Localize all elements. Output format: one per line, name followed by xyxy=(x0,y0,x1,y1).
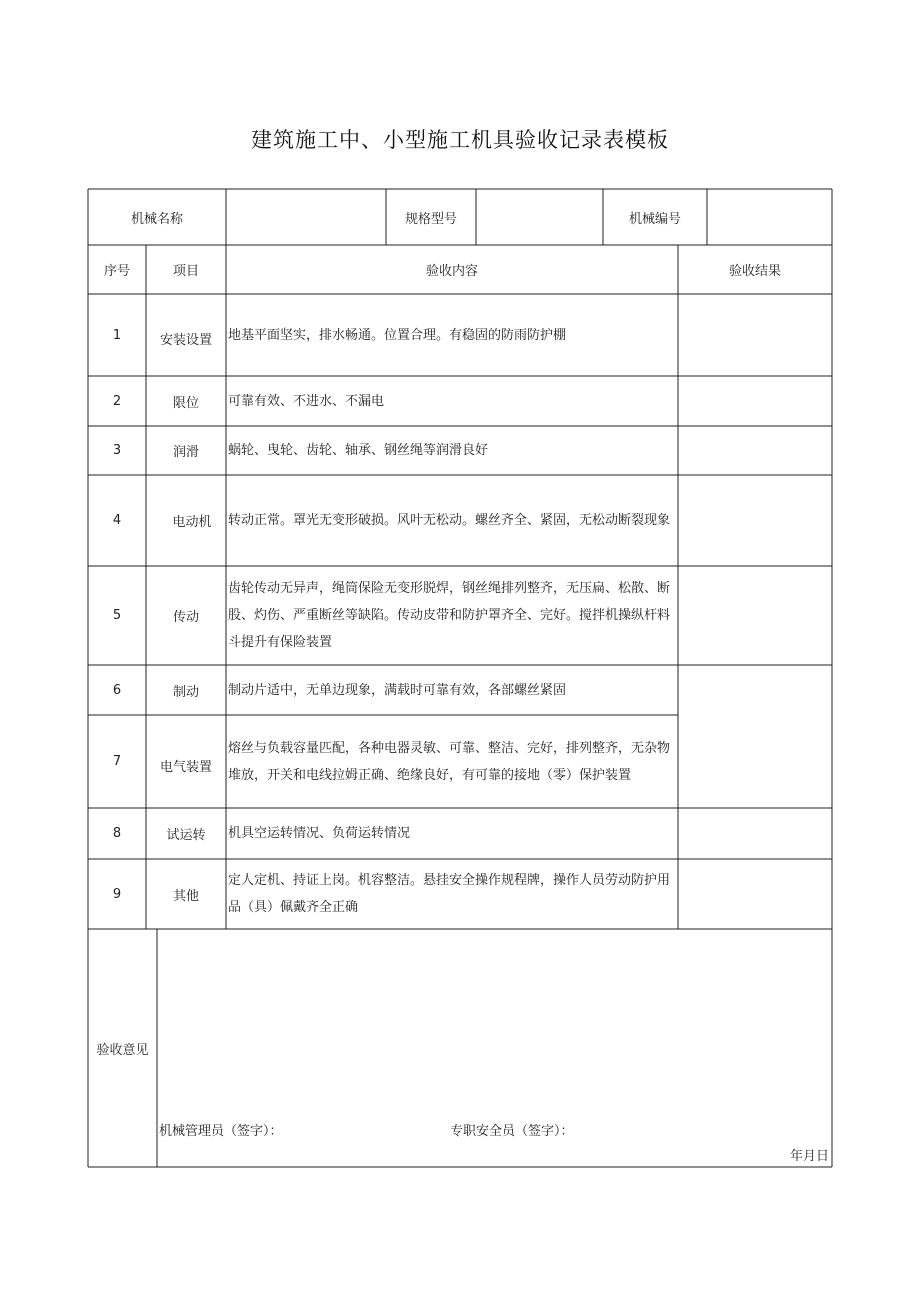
row-4-result[interactable] xyxy=(679,476,831,565)
row-2-result[interactable] xyxy=(679,377,831,425)
row-2-item: 限位 xyxy=(172,395,199,411)
row-9-item: 其他 xyxy=(172,888,199,904)
row-1-no: 1 xyxy=(112,327,122,343)
machine-name-label: 机械名称 xyxy=(130,211,183,227)
row-4-item: 电动机 xyxy=(172,515,212,530)
row-6-no: 6 xyxy=(112,682,122,698)
row-1-content: 地基平面坚实，排水畅通。位置合理。有稳固的防雨防护棚 xyxy=(228,327,567,343)
row-6-item: 制动 xyxy=(172,684,199,700)
opinion-label: 验收意见 xyxy=(96,1042,149,1058)
machine-no-field[interactable] xyxy=(708,190,831,244)
row-4-content: 转动正常。罩光无变形破损。风叶无松动。螺丝齐全、紧固，无松动断裂现象 xyxy=(228,513,671,528)
safety-officer-signature: 专职安全员（签字）： xyxy=(450,1124,574,1139)
row-5-item: 传动 xyxy=(172,610,199,625)
row-2-no: 2 xyxy=(112,393,122,409)
page-title: 建筑施工中、小型施工机具验收记录表模板 xyxy=(251,128,669,152)
row-8-content: 机具空运转情况、负荷运转情况 xyxy=(228,826,411,841)
row-2-content: 可靠有效、不进水、不漏电 xyxy=(228,393,385,409)
row-5-no: 5 xyxy=(112,608,122,623)
col-header-result: 验收结果 xyxy=(728,264,781,279)
machine-no-label: 机械编号 xyxy=(628,211,681,227)
row-9-no: 9 xyxy=(112,886,122,902)
row-7-no: 7 xyxy=(112,754,122,769)
col-header-content: 验收内容 xyxy=(425,264,478,279)
row-9-result[interactable] xyxy=(679,860,831,928)
row-5-content: 齿轮传动无异声，绳筒保险无变形脱焊，钢丝绳排列整齐，无压扁、松散、断股、灼伤、严重断丝等缺陷。传动皮带和防护罩齐全、完好。搅拌机操纵杆料斗提升有保险装置 xyxy=(228,581,671,650)
row-9-content: 定人定机、持证上岗。机容整洁。悬挂安全操作规程牌，操作人员劳动防护用品（具）佩戴齐全正确 xyxy=(228,873,671,915)
row-4-no: 4 xyxy=(112,513,122,528)
row-3-content: 蜗轮、曳轮、齿轮、轴承、钢丝绳等润滑良好 xyxy=(228,443,489,458)
row-5-result[interactable] xyxy=(679,567,831,664)
row-6-content: 制动片适中，无单边现象，满载时可靠有效，各部螺丝紧固 xyxy=(228,682,567,698)
row-7-content: 熔丝与负载容量匹配，各种电器灵敏、可靠、整洁、完好，排列整齐，无杂物堆放，开关和电线拉姆正确、绝缘良好，有可靠的接地（零）保护装置 xyxy=(228,740,671,783)
manager-signature: 机械管理员（签字）： xyxy=(159,1124,283,1139)
col-header-no: 序号 xyxy=(103,264,130,279)
row-8-result[interactable] xyxy=(679,809,831,858)
row-8-item: 试运转 xyxy=(166,828,206,843)
row-3-no: 3 xyxy=(112,443,122,458)
signature-date: 年月日 xyxy=(790,1149,830,1164)
spec-label: 规格型号 xyxy=(404,211,457,227)
row-8-no: 8 xyxy=(112,826,122,841)
col-header-item: 项目 xyxy=(172,264,199,279)
row-3-item: 润滑 xyxy=(172,445,199,460)
spec-field[interactable] xyxy=(477,190,602,244)
opinion-field[interactable] xyxy=(158,930,831,1110)
row-3-result[interactable] xyxy=(679,427,831,474)
row-1-result[interactable] xyxy=(679,295,831,375)
row-1-item: 安装设置 xyxy=(159,332,212,348)
machine-name-field[interactable] xyxy=(227,190,385,244)
row-7-item: 电气装置 xyxy=(159,760,212,775)
row-6-7-result[interactable] xyxy=(679,666,831,807)
